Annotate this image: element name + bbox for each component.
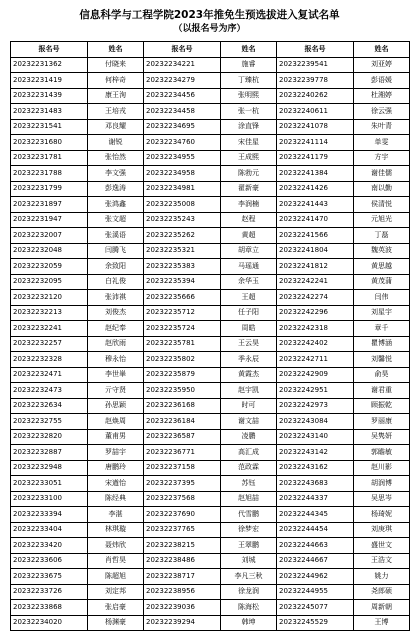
registration-number-cell: 20232231439	[11, 88, 88, 104]
student-name-cell: 宋遒怡	[88, 476, 144, 492]
student-name-cell: 谢文喆	[221, 414, 277, 430]
registration-number-cell: 20232242402	[277, 336, 354, 352]
table-body	[11, 57, 410, 631]
table-row	[11, 476, 410, 492]
registration-number-cell: 20232234221	[144, 57, 221, 73]
student-name-cell: 吴思岑	[354, 491, 410, 507]
student-name-cell: 郭瞻敏	[354, 445, 410, 461]
registration-number-cell: 20232242241	[277, 274, 354, 290]
student-name-cell: 黄超	[221, 228, 277, 244]
registration-number-cell: 20232233051	[11, 476, 88, 492]
registration-number-cell: 20232232048	[11, 243, 88, 259]
student-name-cell: 单雯	[354, 135, 410, 151]
registration-number-cell: 20232237568	[144, 491, 221, 507]
student-name-cell: 穆永怡	[88, 352, 144, 368]
student-name-cell: 刘城	[221, 553, 277, 569]
registration-number-cell: 20232242909	[277, 367, 354, 383]
student-name-cell: 王浩文	[354, 553, 410, 569]
registration-number-cell: 20232234981	[144, 181, 221, 197]
student-name-cell: 任子阳	[221, 305, 277, 321]
student-name-cell: 黄思越	[354, 259, 410, 275]
student-name-cell: 张一杭	[221, 104, 277, 120]
registration-number-cell: 20232238717	[144, 569, 221, 585]
student-name-cell: 李湛	[88, 507, 144, 523]
registration-number-cell: 20232243084	[277, 414, 354, 430]
registration-number-cell: 20232232120	[11, 290, 88, 306]
student-name-cell: 聂炜欣	[88, 538, 144, 554]
registration-number-cell: 20232233404	[11, 522, 88, 538]
registration-number-cell: 20232232059	[11, 259, 88, 275]
registration-number-cell: 20232235712	[144, 305, 221, 321]
page-title: 信息科学与工程学院2023年推免生预选拔进入复试名单	[79, 9, 340, 21]
registration-number-cell: 20232244454	[277, 522, 354, 538]
student-name-cell: 赵宇凯	[221, 383, 277, 399]
student-name-cell: 赵焕周	[88, 414, 144, 430]
registration-number-cell: 20232242318	[277, 321, 354, 337]
student-name-cell: 谢佳儒	[354, 166, 410, 182]
student-name-cell: 周皓	[221, 321, 277, 337]
registration-number-cell: 20232238486	[144, 553, 221, 569]
student-name-cell: 杜湘婷	[354, 88, 410, 104]
registration-number-cell: 20232240611	[277, 104, 354, 120]
student-name-cell: 王培戎	[88, 104, 144, 120]
table-row	[11, 181, 410, 197]
registration-number-cell: 20232239778	[277, 73, 354, 89]
table-row	[11, 259, 410, 275]
registration-number-cell: 20232244955	[277, 584, 354, 600]
student-name-cell: 张明熙	[221, 88, 277, 104]
student-name-cell: 张鸿鑫	[88, 197, 144, 213]
student-name-cell: 施睿	[221, 57, 277, 73]
registration-number-cell: 20232235950	[144, 383, 221, 399]
registration-number-cell: 20232232471	[11, 367, 88, 383]
student-name-cell: 白礼俊	[88, 274, 144, 290]
registration-number-cell: 20232243683	[277, 476, 354, 492]
registration-number-cell: 20232232328	[11, 352, 88, 368]
registration-number-cell: 20232231483	[11, 104, 88, 120]
registration-number-cell: 20232237765	[144, 522, 221, 538]
registration-number-cell: 20232232634	[11, 398, 88, 414]
table-row	[11, 150, 410, 166]
student-name-cell: 陈经典	[88, 491, 144, 507]
registration-number-cell: 20232235008	[144, 197, 221, 213]
registration-number-cell: 20232241384	[277, 166, 354, 182]
student-name-cell: 陈海松	[221, 600, 277, 616]
student-name-cell: 尧郎硕	[354, 584, 410, 600]
registration-number-cell: 20232241426	[277, 181, 354, 197]
student-name-cell: 付晓来	[88, 57, 144, 73]
student-name-cell: 刘俊杰	[88, 305, 144, 321]
registration-number-cell: 20232243140	[277, 429, 354, 445]
table-row	[11, 584, 410, 600]
registration-number-cell: 20232234020	[11, 615, 88, 631]
registration-number-cell: 20232235666	[144, 290, 221, 306]
student-name-cell: 刘定邦	[88, 584, 144, 600]
registration-number-cell: 20232231799	[11, 181, 88, 197]
registration-number-cell: 20232238956	[144, 584, 221, 600]
student-name-cell: 徐龙润	[221, 584, 277, 600]
registration-number-cell: 20232232755	[11, 414, 88, 430]
registration-number-cell: 20232233868	[11, 600, 88, 616]
student-name-cell: 李润楠	[221, 197, 277, 213]
column-header-name: 姓名	[221, 42, 277, 58]
student-name-cell: 陈超旭	[88, 569, 144, 585]
student-name-cell: 罗丽康	[354, 414, 410, 430]
column-header-registration-no: 报名号	[11, 42, 88, 58]
registration-number-cell: 20232245077	[277, 600, 354, 616]
table-row	[11, 119, 410, 135]
column-header-name: 姓名	[354, 42, 410, 58]
registration-number-cell: 20232241114	[277, 135, 354, 151]
student-name-cell: 王超	[221, 290, 277, 306]
registration-number-cell: 20232231897	[11, 197, 88, 213]
student-name-cell: 韩坤	[221, 615, 277, 631]
student-name-cell: 邓良耀	[88, 119, 144, 135]
table-row	[11, 197, 410, 213]
registration-number-cell: 20232242711	[277, 352, 354, 368]
student-name-cell: 刘星宇	[354, 305, 410, 321]
student-name-cell: 盛世文	[354, 538, 410, 554]
registration-number-cell: 20232241443	[277, 197, 354, 213]
student-name-cell: 余致阳	[88, 259, 144, 275]
table-row	[11, 212, 410, 228]
registration-number-cell: 20232245529	[277, 615, 354, 631]
student-name-cell: 俞昊	[354, 367, 410, 383]
registration-number-cell: 20232234958	[144, 166, 221, 182]
student-name-cell: 时可	[221, 398, 277, 414]
student-name-cell: 涂直锋	[221, 119, 277, 135]
student-name-cell: 王博	[354, 615, 410, 631]
student-name-cell: 刘亚婷	[354, 57, 410, 73]
table-row	[11, 73, 410, 89]
table-row	[11, 553, 410, 569]
table-row	[11, 615, 410, 631]
table-row	[11, 367, 410, 383]
table-row	[11, 104, 410, 120]
registration-number-cell: 20232240262	[277, 88, 354, 104]
student-name-cell: 李凡三秋	[221, 569, 277, 585]
registration-number-cell: 20232235321	[144, 243, 221, 259]
registration-number-cell: 20232234458	[144, 104, 221, 120]
registration-number-cell: 20232233394	[11, 507, 88, 523]
registration-number-cell: 20232233420	[11, 538, 88, 554]
student-name-cell: 赵纪奉	[88, 321, 144, 337]
table-row	[11, 290, 410, 306]
registration-number-cell: 20232233100	[11, 491, 88, 507]
student-name-cell: 彭逸涛	[88, 181, 144, 197]
table-row	[11, 321, 410, 337]
student-name-cell: 苏钰	[221, 476, 277, 492]
registration-number-cell: 20232235243	[144, 212, 221, 228]
registration-number-cell: 20232241566	[277, 228, 354, 244]
table-row	[11, 228, 410, 244]
student-name-cell: 徐梦宏	[221, 522, 277, 538]
student-name-cell: 胡润博	[354, 476, 410, 492]
table-row	[11, 305, 410, 321]
registration-number-cell: 20232232007	[11, 228, 88, 244]
registration-number-cell: 20232231781	[11, 150, 88, 166]
student-name-cell: 余华玉	[221, 274, 277, 290]
table-row	[11, 538, 410, 554]
registration-number-cell: 20232237690	[144, 507, 221, 523]
registration-number-cell: 20232232095	[11, 274, 88, 290]
student-name-cell: 黄茂蒲	[354, 274, 410, 290]
table-row	[11, 398, 410, 414]
registration-number-cell: 20232236184	[144, 414, 221, 430]
student-name-cell: 元旭光	[354, 212, 410, 228]
student-name-cell: 高汇成	[221, 445, 277, 461]
student-name-cell: 康王洵	[88, 88, 144, 104]
student-name-cell: 周新朝	[354, 600, 410, 616]
student-name-cell: 徐云强	[354, 104, 410, 120]
registration-number-cell: 20232234955	[144, 150, 221, 166]
table-row	[11, 352, 410, 368]
student-name-cell: 张怡然	[88, 150, 144, 166]
student-name-cell: 丁磊	[354, 228, 410, 244]
registration-number-cell: 20232243162	[277, 460, 354, 476]
column-header-registration-no: 报名号	[144, 42, 221, 58]
registration-number-cell: 20232234279	[144, 73, 221, 89]
student-name-cell: 马瑶通	[221, 259, 277, 275]
registration-number-cell: 20232231947	[11, 212, 88, 228]
table-row	[11, 383, 410, 399]
student-name-cell: 姚力	[354, 569, 410, 585]
student-name-cell: 李文强	[88, 166, 144, 182]
registration-number-cell: 20232244962	[277, 569, 354, 585]
student-name-cell: 闫伟	[354, 290, 410, 306]
table-row	[11, 135, 410, 151]
student-name-cell: 李世崋	[88, 367, 144, 383]
registration-number-cell: 20232232241	[11, 321, 88, 337]
registration-number-cell: 20232241804	[277, 243, 354, 259]
student-name-cell: 张溪语	[88, 228, 144, 244]
student-name-cell: 王云昊	[221, 336, 277, 352]
registration-number-cell: 20232241078	[277, 119, 354, 135]
table-row	[11, 491, 410, 507]
student-name-cell: 赵旭喆	[221, 491, 277, 507]
student-name-cell: 亓守贤	[88, 383, 144, 399]
student-name-cell: 陈勃元	[221, 166, 277, 182]
student-name-cell: 刘馨悦	[354, 352, 410, 368]
registration-number-cell: 20232231419	[11, 73, 88, 89]
table-row	[11, 445, 410, 461]
table-header-row	[11, 42, 410, 58]
student-name-cell: 吴隽妍	[354, 429, 410, 445]
student-name-cell: 杨渊豪	[88, 615, 144, 631]
registration-number-cell: 20232238215	[144, 538, 221, 554]
registration-number-cell: 20232235394	[144, 274, 221, 290]
registration-number-cell: 20232237158	[144, 460, 221, 476]
table-row	[11, 414, 410, 430]
registration-number-cell: 20232235802	[144, 352, 221, 368]
student-name-cell: 瞿博涵	[354, 336, 410, 352]
student-name-cell: 谢君重	[354, 383, 410, 399]
registration-number-cell: 20232233675	[11, 569, 88, 585]
student-name-cell: 顾振乾	[354, 398, 410, 414]
student-name-cell: 宋佳星	[221, 135, 277, 151]
table-row	[11, 569, 410, 585]
registration-number-cell: 20232242274	[277, 290, 354, 306]
registration-number-cell: 20232244337	[277, 491, 354, 507]
table-row	[11, 336, 410, 352]
registration-number-cell: 20232244663	[277, 538, 354, 554]
student-name-cell: 彭语媛	[354, 73, 410, 89]
table-row	[11, 460, 410, 476]
registration-number-cell: 20232232213	[11, 305, 88, 321]
table-row	[11, 274, 410, 290]
student-name-cell: 翟新豪	[221, 181, 277, 197]
student-name-cell: 赵欣雨	[88, 336, 144, 352]
student-name-cell: 罗喆宇	[88, 445, 144, 461]
registration-number-cell: 20232232473	[11, 383, 88, 399]
registration-number-cell: 20232232257	[11, 336, 88, 352]
student-name-cell: 张沛祺	[88, 290, 144, 306]
student-name-cell: 林琪璇	[88, 522, 144, 538]
student-name-cell: 章千	[354, 321, 410, 337]
registration-number-cell: 20232237395	[144, 476, 221, 492]
table-row	[11, 57, 410, 73]
registration-number-cell: 20232242296	[277, 305, 354, 321]
student-name-cell: 代雪鹏	[221, 507, 277, 523]
registration-number-cell: 20232235262	[144, 228, 221, 244]
student-name-cell: 王翠鹏	[221, 538, 277, 554]
registration-number-cell: 20232233606	[11, 553, 88, 569]
student-name-cell: 魏英波	[354, 243, 410, 259]
registration-number-cell: 20232236771	[144, 445, 221, 461]
registration-number-cell: 20232234456	[144, 88, 221, 104]
registration-number-cell: 20232232948	[11, 460, 88, 476]
candidate-table	[10, 41, 410, 631]
student-name-cell: 南以勤	[354, 181, 410, 197]
student-name-cell: 张启豪	[88, 600, 144, 616]
registration-number-cell: 20232242951	[277, 383, 354, 399]
table-row	[11, 600, 410, 616]
column-header-registration-no: 报名号	[277, 42, 354, 58]
registration-number-cell: 20232241470	[277, 212, 354, 228]
registration-number-cell: 20232231788	[11, 166, 88, 182]
registration-number-cell: 20232239294	[144, 615, 221, 631]
student-name-cell: 侯清悦	[354, 197, 410, 213]
registration-number-cell: 20232231680	[11, 135, 88, 151]
registration-number-cell: 20232236587	[144, 429, 221, 445]
registration-number-cell: 20232236168	[144, 398, 221, 414]
table-row	[11, 243, 410, 259]
student-name-cell: 黄霞杰	[221, 367, 277, 383]
student-name-cell: 刘庚琪	[354, 522, 410, 538]
student-name-cell: 董甫男	[88, 429, 144, 445]
registration-number-cell: 20232235724	[144, 321, 221, 337]
table-row	[11, 522, 410, 538]
student-name-cell: 赵川影	[354, 460, 410, 476]
student-name-cell: 赵程	[221, 212, 277, 228]
student-name-cell: 方宇	[354, 150, 410, 166]
registration-number-cell: 20232241179	[277, 150, 354, 166]
registration-number-cell: 20232232820	[11, 429, 88, 445]
registration-number-cell: 20232244667	[277, 553, 354, 569]
table-row	[11, 507, 410, 523]
registration-number-cell: 20232233726	[11, 584, 88, 600]
registration-number-cell: 20232231362	[11, 57, 88, 73]
student-name-cell: 丁臻杭	[221, 73, 277, 89]
registration-number-cell: 20232241812	[277, 259, 354, 275]
student-name-cell: 肖哲昊	[88, 553, 144, 569]
registration-number-cell: 20232239541	[277, 57, 354, 73]
student-name-cell: 闫腾飞	[88, 243, 144, 259]
student-name-cell: 杨琦妮	[354, 507, 410, 523]
table-row	[11, 166, 410, 182]
student-name-cell: 朱叶青	[354, 119, 410, 135]
registration-number-cell: 20232235781	[144, 336, 221, 352]
table-row	[11, 429, 410, 445]
student-name-cell: 谢锐	[88, 135, 144, 151]
page-subtitle: （以报名号为序）	[173, 24, 246, 34]
registration-number-cell: 20232232887	[11, 445, 88, 461]
column-header-name: 姓名	[88, 42, 144, 58]
registration-number-cell: 20232235879	[144, 367, 221, 383]
student-name-cell: 何梓奇	[88, 73, 144, 89]
student-name-cell: 范政霖	[221, 460, 277, 476]
registration-number-cell: 20232231541	[11, 119, 88, 135]
registration-number-cell: 20232235383	[144, 259, 221, 275]
registration-number-cell: 20232242973	[277, 398, 354, 414]
registration-number-cell: 20232234695	[144, 119, 221, 135]
table-row	[11, 88, 410, 104]
student-name-cell: 唐鹏玲	[88, 460, 144, 476]
registration-number-cell: 20232239036	[144, 600, 221, 616]
student-name-cell: 胡章立	[221, 243, 277, 259]
registration-number-cell: 20232244345	[277, 507, 354, 523]
student-name-cell: 王成熙	[221, 150, 277, 166]
student-name-cell: 张文超	[88, 212, 144, 228]
student-name-cell: 季永辰	[221, 352, 277, 368]
student-name-cell: 孙思颖	[88, 398, 144, 414]
registration-number-cell: 20232243142	[277, 445, 354, 461]
student-name-cell: 凌鹏	[221, 429, 277, 445]
registration-number-cell: 20232234760	[144, 135, 221, 151]
